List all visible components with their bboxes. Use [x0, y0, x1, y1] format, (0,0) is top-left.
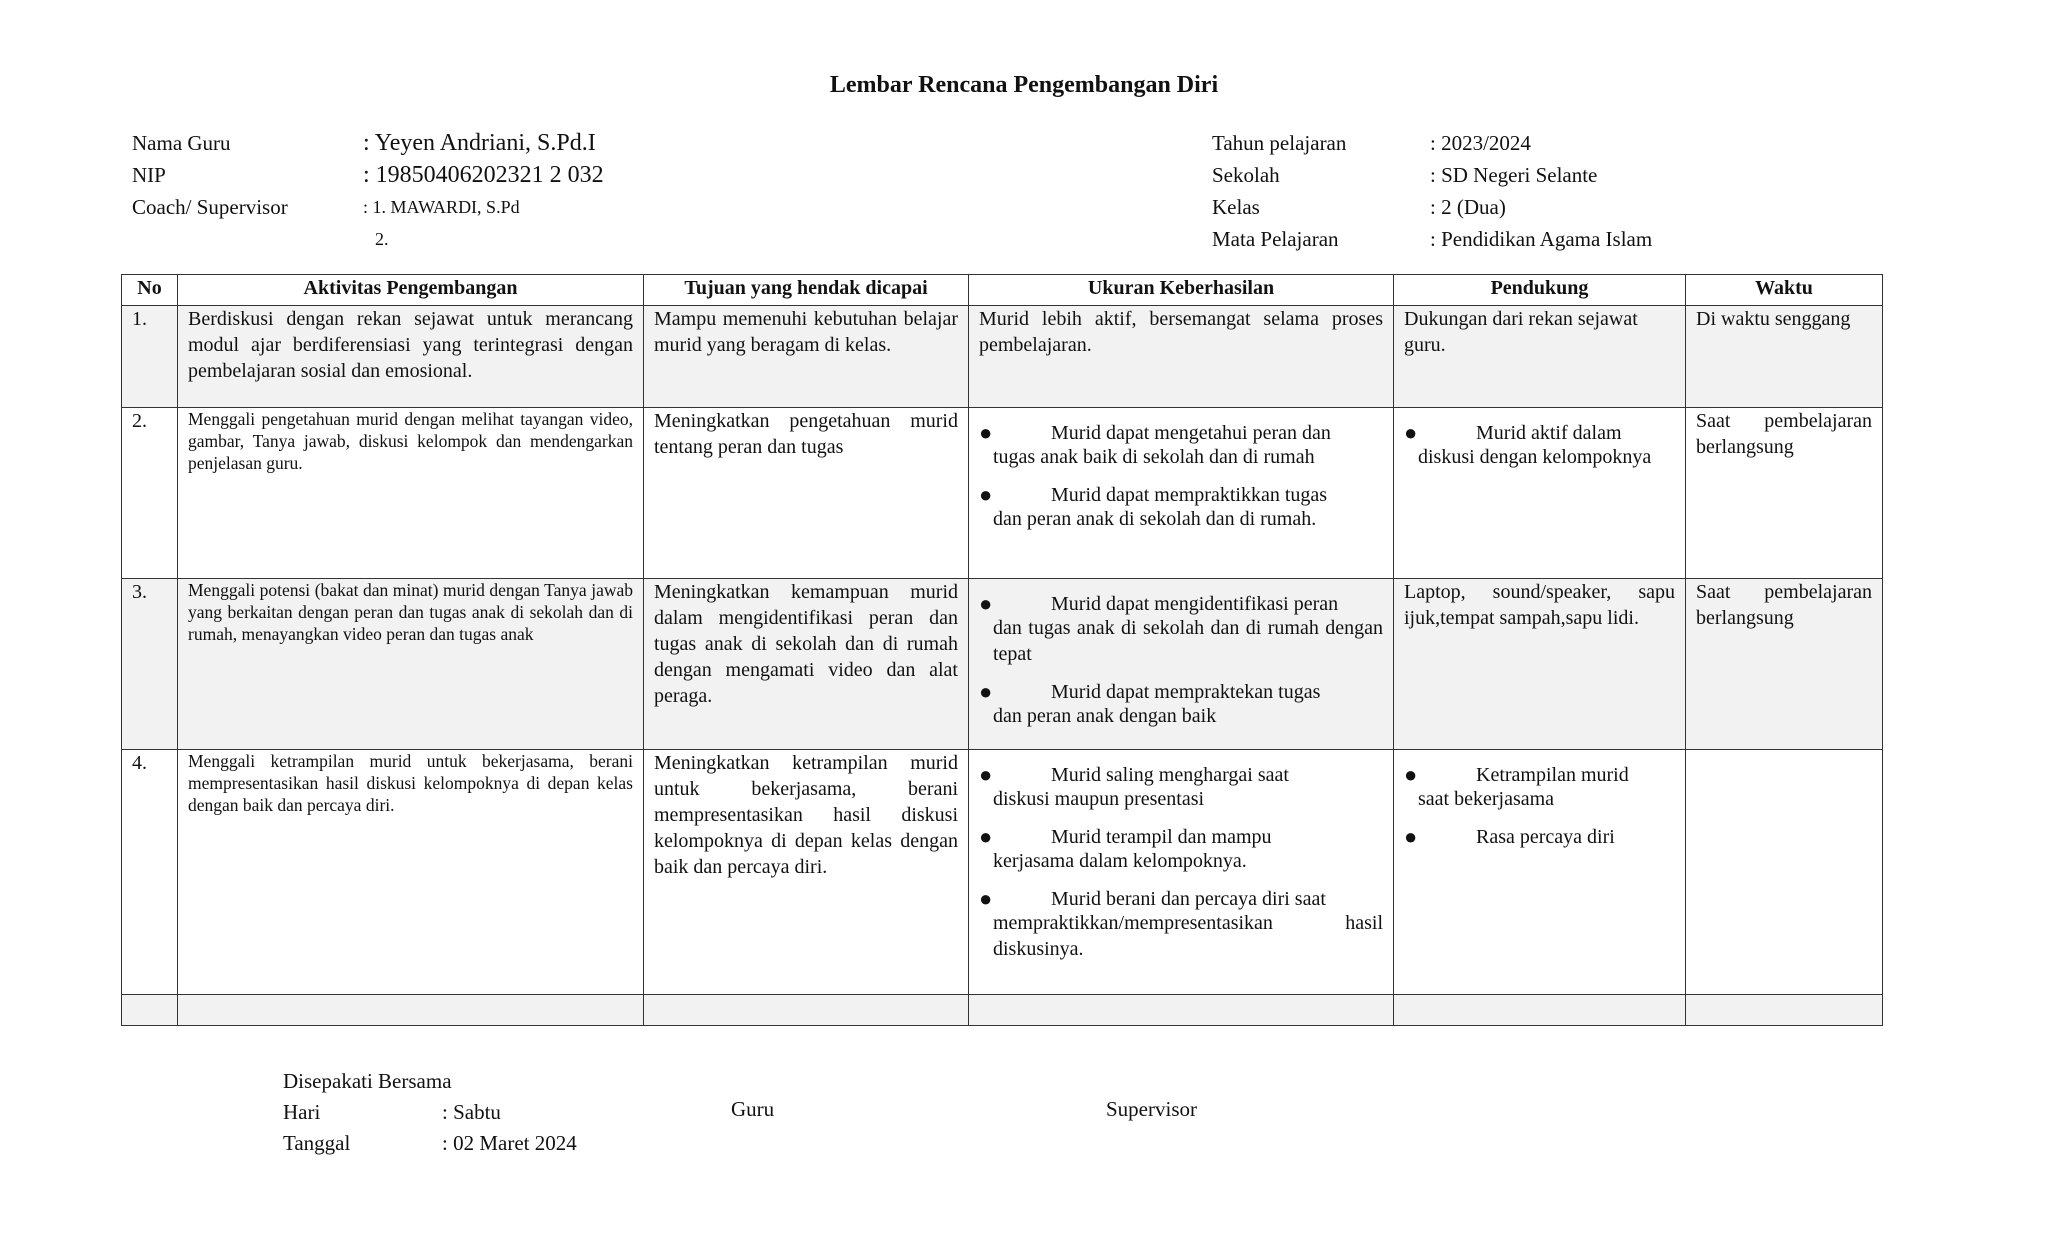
guru-signature-label: Guru: [731, 1097, 775, 1121]
row-tujuan: Mampu memenuhi kebutuhan belajar murid yang beragam di kelas.: [644, 306, 969, 408]
row-waktu: Saat pembelajaran berlangsung: [1686, 408, 1883, 579]
row-waktu: Saat pembelajaran berlangsung: [1686, 579, 1883, 750]
development-plan-table: [121, 274, 1883, 1026]
bullet-icon: ●: [979, 824, 993, 849]
row-ukuran: Murid lebih aktif, bersemangat selama proses pembelajaran.: [969, 306, 1394, 408]
row-ukuran: [969, 579, 1394, 750]
bullet-icon: ●: [979, 482, 993, 507]
table-row: [122, 408, 1883, 579]
bullet-icon: ●: [979, 886, 993, 911]
pendukung-item-2a: Rasa percaya diri: [1476, 826, 1615, 848]
bullet-icon: ●: [979, 762, 993, 787]
col-header-tujuan: Tujuan yang hendak dicapai: [644, 275, 969, 306]
ukuran-item-3b: mempraktikkan/mempresentasikan hasil diskusinya.: [993, 912, 1383, 960]
pendukung-item-1a: Murid aktif dalam: [1476, 422, 1622, 444]
col-header-aktivitas: Aktivitas Pengembangan: [178, 275, 644, 306]
row-no: 1.: [122, 306, 178, 408]
bullet-icon: ●: [1404, 762, 1418, 787]
pendukung-item-1b: diskusi dengan kelompoknya: [1418, 446, 1652, 468]
row-no: 2.: [122, 408, 178, 579]
row-pendukung: [1394, 750, 1686, 995]
tanggal-label: Tanggal: [283, 1131, 351, 1155]
ukuran-item-1b: diskusi maupun presentasi: [993, 788, 1205, 810]
supervisor-signature-label: Supervisor: [1106, 1097, 1197, 1121]
coach-value-2: 2.: [375, 229, 389, 249]
ukuran-item-1b: dan tugas anak di sekolah dan di rumah dengan tepat: [993, 617, 1383, 665]
ukuran-item-1a: Murid saling menghargai saat: [1051, 764, 1289, 786]
row-waktu: [1686, 750, 1883, 995]
ukuran-item-1b: tugas anak baik di sekolah dan di rumah: [993, 446, 1315, 468]
row-no: 3.: [122, 579, 178, 750]
col-header-no: No: [122, 275, 178, 306]
hari-value: : Sabtu: [442, 1100, 501, 1124]
row-ukuran: [969, 408, 1394, 579]
school-info: [1212, 127, 1652, 255]
kelas-label: Kelas: [1212, 195, 1260, 219]
table-header-row: [122, 275, 1883, 306]
ukuran-item-2a: Murid dapat mempraktikkan tugas: [1051, 484, 1328, 506]
nip-value: : 19850406202321 2 032: [363, 162, 604, 188]
row-aktivitas: Menggali potensi (bakat dan minat) murid dengan Tanya jawab yang berkaitan dengan peran dan tugas anak di sekolah dan di rumah, menayangkan video peran dan tugas anak: [178, 579, 644, 750]
row-no: 4.: [122, 750, 178, 995]
ukuran-item-2a: Murid terampil dan mampu: [1051, 826, 1272, 848]
tanggal-value: : 02 Maret 2024: [442, 1131, 577, 1155]
table-row: [122, 306, 1883, 408]
page-title: Lembar Rencana Pengembangan Diri: [829, 72, 1219, 98]
row-waktu: Di waktu senggang: [1686, 306, 1883, 408]
bullet-icon: ●: [1404, 824, 1418, 849]
tahun-label: Tahun pelajaran: [1212, 131, 1347, 155]
teacher-info: [132, 127, 604, 255]
mapel-value: : Pendidikan Agama Islam: [1430, 227, 1653, 251]
nama-value: : Yeyen Andriani, S.Pd.I: [363, 130, 596, 156]
nama-label: Nama Guru: [132, 131, 231, 155]
bullet-icon: ●: [979, 420, 993, 445]
ukuran-item-3a: Murid berani dan percaya diri saat: [1051, 888, 1326, 910]
ukuran-item-2b: kerjasama dalam kelompoknya.: [993, 850, 1247, 872]
kelas-value: : 2 (Dua): [1430, 195, 1506, 219]
ukuran-item-2b: dan peran anak dengan baik: [993, 705, 1217, 727]
table-row: [122, 579, 1883, 750]
row-ukuran: [969, 750, 1394, 995]
pendukung-item-1a: Ketrampilan murid: [1476, 764, 1629, 786]
mapel-label: Mata Pelajaran: [1212, 227, 1339, 251]
sekolah-label: Sekolah: [1212, 163, 1280, 187]
tahun-value: : 2023/2024: [1430, 131, 1531, 155]
row-aktivitas: Menggali ketrampilan murid untuk bekerjasama, berani mempresentasikan hasil diskusi kelompoknya di depan kelas dengan baik dan percaya diri.: [178, 750, 644, 995]
table-row-empty: [122, 995, 1883, 1026]
row-aktivitas: Berdiskusi dengan rekan sejawat untuk merancang modul ajar berdiferensiasi yang terintegrasi dengan pembelajaran sosial dan emosional.: [178, 306, 644, 408]
coach-value-1: : 1. MAWARDI, S.Pd: [363, 197, 520, 217]
bullet-icon: ●: [979, 679, 993, 704]
col-header-pendukung: Pendukung: [1394, 275, 1686, 306]
hari-label: Hari: [283, 1100, 321, 1124]
bullet-icon: ●: [979, 591, 993, 616]
ukuran-item-1a: Murid dapat mengetahui peran dan: [1051, 422, 1331, 444]
row-tujuan: Meningkatkan ketrampilan murid untuk bekerjasama, berani mempresentasikan hasil diskusi kelompoknya di depan kelas dengan baik dan percaya diri.: [644, 750, 969, 995]
coach-label: Coach/ Supervisor: [132, 195, 288, 219]
col-header-waktu: Waktu: [1686, 275, 1883, 306]
row-pendukung: [1394, 408, 1686, 579]
row-aktivitas: Menggali pengetahuan murid dengan melihat tayangan video, gambar, Tanya jawab, diskusi kelompok dan mendengarkan penjelasan guru.: [178, 408, 644, 579]
row-pendukung: Laptop, sound/speaker, sapu ijuk,tempat sampah,sapu lidi.: [1394, 579, 1686, 750]
ukuran-item-2a: Murid dapat mempraktekan tugas: [1051, 681, 1321, 703]
agreed-label: Disepakati Bersama: [283, 1069, 452, 1093]
ukuran-item-1a: Murid dapat mengidentifikasi peran: [1051, 593, 1339, 615]
agreement-block: [283, 1066, 577, 1159]
bullet-icon: ●: [1404, 420, 1418, 445]
row-tujuan: Meningkatkan pengetahuan murid tentang peran dan tugas: [644, 408, 969, 579]
ukuran-item-2b: dan peran anak di sekolah dan di rumah.: [993, 508, 1317, 530]
table-row: [122, 750, 1883, 995]
col-header-ukuran: Ukuran Keberhasilan: [969, 275, 1394, 306]
nip-label: NIP: [132, 163, 166, 187]
pendukung-item-1b: saat bekerjasama: [1418, 788, 1555, 810]
sekolah-value: : SD Negeri Selante: [1430, 163, 1598, 187]
row-tujuan: Meningkatkan kemampuan murid dalam mengidentifikasi peran dan tugas anak di sekolah dan di rumah dengan mengamati video dan alat peraga.: [644, 579, 969, 750]
row-pendukung: Dukungan dari rekan sejawat guru.: [1394, 306, 1686, 408]
